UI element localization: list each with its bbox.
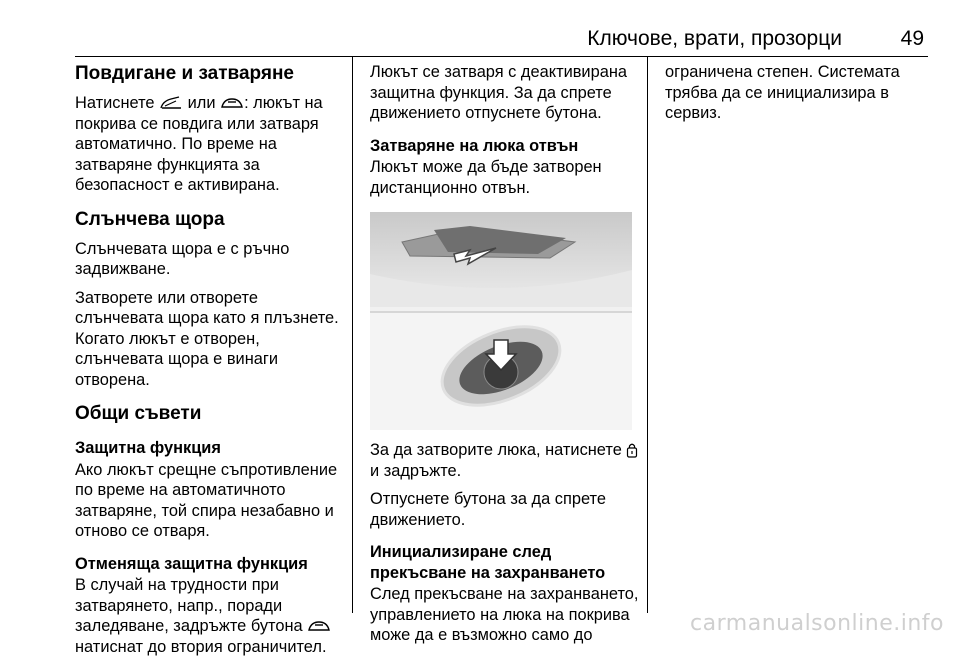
paragraph-release: Отпуснете бутона за да спрете движението.	[370, 490, 606, 529]
heading-override: Отменяща защитна функция	[75, 554, 308, 573]
column-1	[75, 62, 345, 665]
paragraph-sunshade-2: Затворете или отворете слънчевата щора като я плъзнете. Когато люкът е отворен, слънчевата щора е винаги отворена.	[75, 288, 339, 389]
sunroof-close-icon	[307, 618, 331, 634]
paragraph-press-hold: За да затворите люка, натиснете и задръжте.	[370, 440, 640, 481]
key-lock-icon	[626, 442, 638, 458]
illustration-remote-close	[370, 212, 632, 430]
heading-initialization: Инициализиране след прекъсване на захранването	[370, 543, 606, 582]
column-3	[665, 62, 927, 132]
column-2	[370, 62, 640, 654]
paragraph-initialization: След прекъсване на захранването, управлението на люка на покрива може да е възможно само до	[370, 585, 639, 644]
paragraph-remote-close: Люкът може да бъде затворен дистанционно отвън.	[370, 158, 602, 197]
paragraph-close-deactivated: Люкът се затваря с деактивирана защитна функция. За да спрете движението отпуснете бутона.	[370, 63, 627, 122]
header-rule	[75, 56, 928, 57]
sunroof-raise-icon	[159, 95, 183, 111]
watermark: carmanualsonline.info	[690, 611, 944, 636]
heading-general: Общи съвети	[75, 403, 202, 424]
paragraph-sunshade-1: Слънчевата щора е с ръчно задвижване.	[75, 239, 290, 278]
sunroof-close-icon	[220, 95, 244, 111]
heading-remote-close: Затваряне на люка отвън	[370, 136, 579, 155]
page-number: 49	[900, 27, 924, 50]
paragraph-override: В случай на трудности при затварянето, напр., поради заледяване, задръжте бутона натиснат до втория ограничител.	[75, 575, 345, 657]
paragraph-initialization-cont: ограничена степен. Системата трябва да се инициализира в сервиз.	[665, 63, 900, 122]
header-title: Ключове, врати, прозорци	[587, 27, 842, 50]
paragraph-protection: Ако люкът срещне съпротивление по време на автоматичното затваряне, той спира незабавно и отново се отваря.	[75, 460, 338, 540]
column-divider-2	[647, 57, 648, 613]
paragraph-raise-close: Натиснете или : люкът на покрива се повдига или затваря автоматично. По време на затваряне функцията за безопасност е активирана.	[75, 94, 323, 194]
heading-protection: Защитна функция	[75, 439, 221, 457]
column-divider-1	[352, 57, 353, 613]
page-header	[75, 26, 926, 54]
heading-sunshade: Слънчева щора	[75, 208, 225, 230]
illustration-svg	[370, 212, 632, 430]
heading-raise-close: Повдигане и затваряне	[75, 63, 294, 84]
